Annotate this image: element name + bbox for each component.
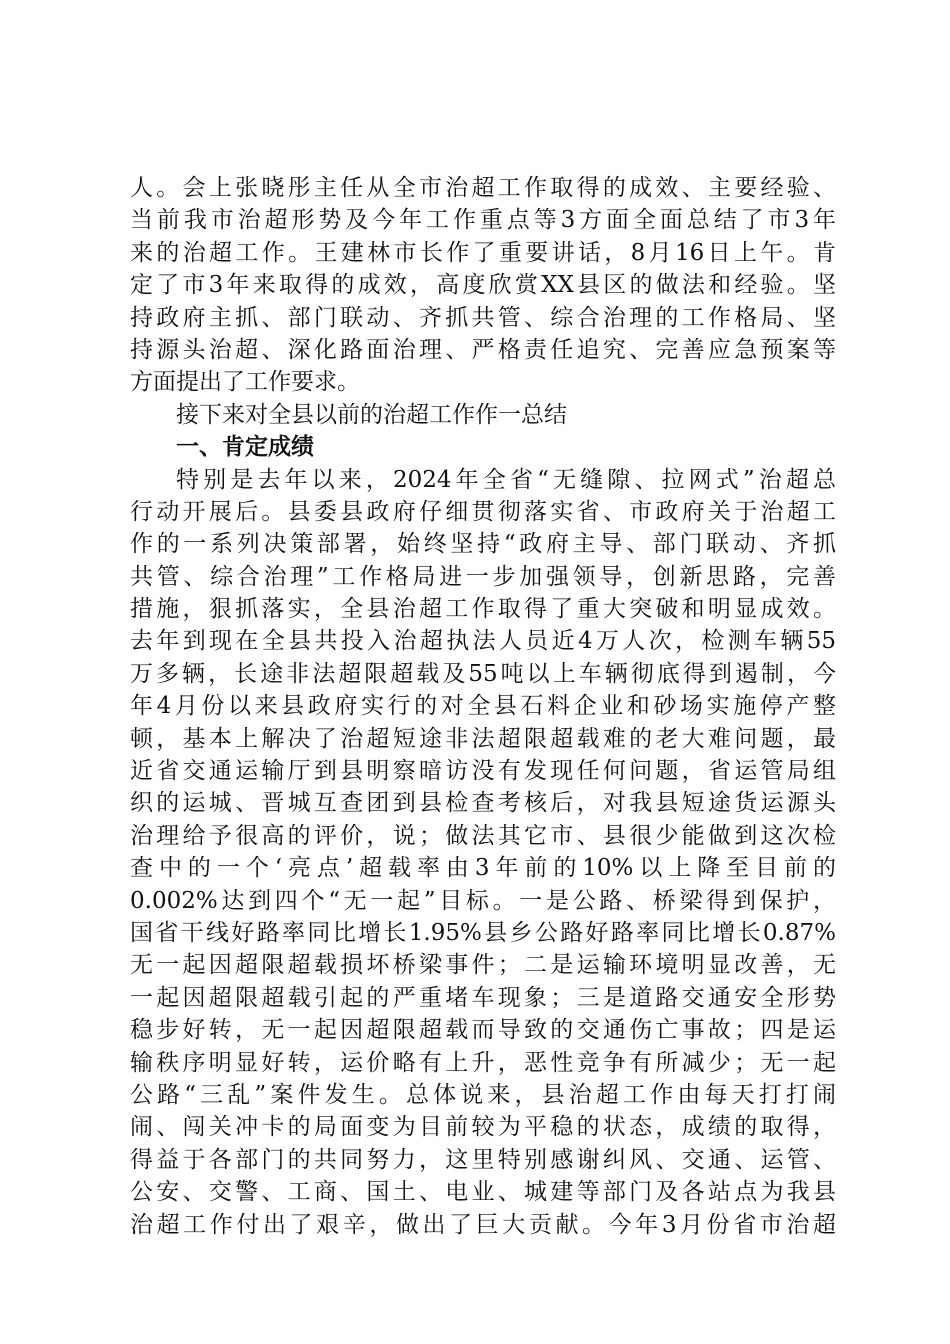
paragraph-line: 年4月份以来县政府实行的对全县石料企业和砂场实施停产整 — [130, 693, 836, 720]
paragraph-line: 输秩序明显好转，运价略有上升，恶性竞争有所减少；无一起 — [130, 1049, 836, 1076]
paragraph-line: 持政府主抓、部门联动、齐抓共管、综合治理的工作格局、坚 — [130, 304, 836, 331]
paragraph-1 — [130, 172, 836, 399]
paragraph-line: 一起因超限超载引起的严重堵车现象；三是道路交通安全形势 — [130, 984, 836, 1011]
paragraph-line: 万多辆，长途非法超限超载及55吨以上车辆彻底得到遏制，今 — [130, 660, 836, 687]
paragraph-line: 共管、综合治理”工作格局进一步加强领导，创新思路，完善 — [130, 563, 836, 590]
paragraph-line: 特别是去年以来，2024年全省“无缝隙、拉网式”治超总 — [176, 466, 836, 493]
paragraph-line: 织的运城、晋城互查团到县检查考核后，对我县短途货运源头 — [130, 790, 836, 817]
paragraph-line: 得益于各部门的共同努力，这里特别感谢纠风、交通、运管、 — [130, 1146, 836, 1173]
paragraph-line: 持源头治超、深化路面治理、严格责任追究、完善应急预案等 — [130, 336, 836, 363]
paragraph-line: 当前我市治超形势及今年工作重点等3方面全面总结了市3年 — [130, 207, 836, 234]
paragraph-line: 行动开展后。县委县政府仔细贯彻落实省、市政府关于治超工 — [130, 498, 836, 525]
paragraph-line: 无一起因超限超载损坏桥梁事件；二是运输环境明显改善，无 — [130, 952, 836, 979]
paragraph-line: 治理给予很高的评价，说；做法其它市、县很少能做到这次检 — [130, 822, 836, 849]
paragraph-line: 公路“三乱”案件发生。总体说来，县治超工作由每天打打闹 — [130, 1081, 836, 1108]
intro-line: 接下来对全县以前的治超工作作一总结 — [176, 401, 567, 428]
paragraph-line: 0.002%达到四个“无一起”目标。一是公路、桥梁得到保护， — [130, 887, 836, 914]
paragraph-line: 查中的一个‘亮点’超载率由3年前的10%以上降至目前的 — [130, 855, 836, 882]
paragraph-line: 顿，基本上解决了治超短途非法超限超载难的老大难问题，最 — [130, 725, 836, 752]
paragraph-line: 定了市3年来取得的成效，高度欣赏XX县区的做法和经验。坚 — [130, 272, 836, 299]
paragraph-line: 方面提出了工作要求。 — [130, 369, 360, 396]
document-body — [130, 172, 836, 1241]
paragraph-line: 闹、闯关冲卡的局面变为目前较为平稳的状态，成绩的取得， — [130, 1114, 836, 1141]
paragraph-line: 人。会上张晓彤主任从全市治超工作取得的成效、主要经验、 — [130, 175, 836, 201]
paragraph-line: 措施，狠抓落实，全县治超工作取得了重大突破和明显成效。 — [130, 596, 836, 623]
paragraph-line: 治超工作付出了艰辛，做出了巨大贡献。今年3月份省市治超 — [130, 1211, 836, 1238]
paragraph-line: 来的治超工作。王建林市长作了重要讲话，8月16日上午。肯 — [130, 239, 836, 266]
paragraph-line: 稳步好转，无一起因超限超载而导致的交通伤亡事故；四是运 — [130, 1017, 836, 1044]
paragraph-line: 作的一系列决策部署，始终坚持“政府主导、部门联动、齐抓 — [130, 531, 836, 558]
paragraph-line: 国省干线好路率同比增长1.95%县乡公路好路率同比增长0.87% — [130, 919, 836, 946]
paragraph-line: 近省交通运输厅到县明察暗访没有发现任何问题，省运管局组 — [130, 758, 836, 785]
paragraph-2 — [130, 464, 836, 1241]
paragraph-line: 去年到现在全县共投入治超执法人员近4万人次，检测车辆55 — [130, 628, 836, 655]
paragraph-line: 公安、交警、工商、国土、电业、城建等部门及各站点为我县 — [130, 1179, 836, 1206]
section-heading: 一、肯定成绩 — [176, 434, 314, 461]
